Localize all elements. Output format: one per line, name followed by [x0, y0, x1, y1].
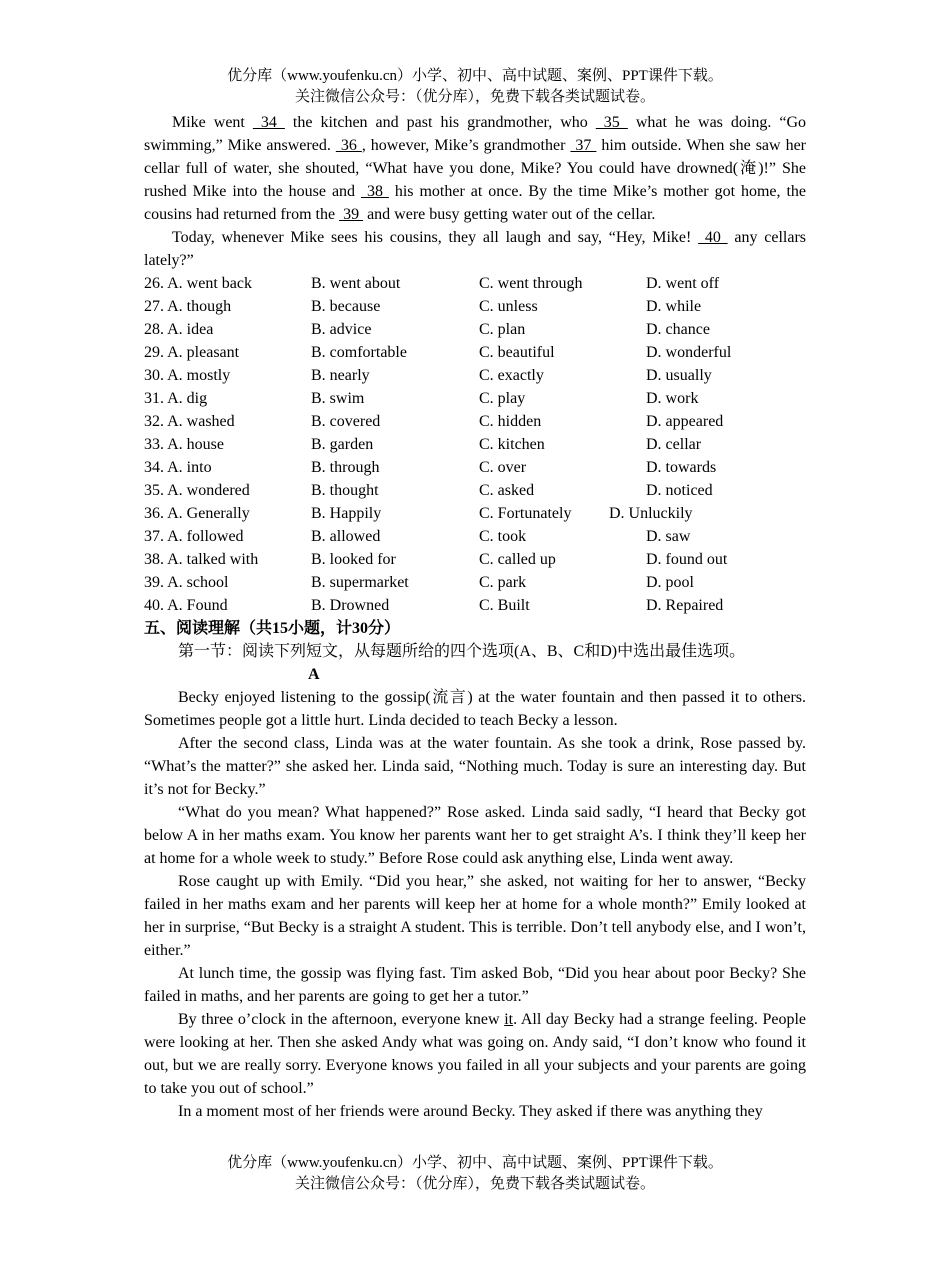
question-row — [144, 433, 806, 456]
option-b: B. through — [311, 459, 380, 476]
option-d: D. pool — [646, 574, 694, 591]
page-header — [0, 66, 950, 108]
option-a: 33. A. house — [144, 436, 224, 453]
passage-paragraph-1: Becky enjoyed listening to the gossip(流言) at the water fountain and then passed it to others. Sometimes people got a little hurt. Linda decided to teach Becky a lesson. — [144, 689, 806, 729]
option-a: 34. A. into — [144, 459, 212, 476]
question-row — [144, 594, 806, 617]
option-d: D. noticed — [646, 482, 713, 499]
underlined-word: it — [504, 1011, 514, 1028]
option-b: B. garden — [311, 436, 374, 453]
passage-text: . All day Becky had a strange feeling. People were looking at her. Then she asked Andy what was going on. Andy said, “I don’t know who found it out, but we are really sorry. Everyone knows you failed in all your subjects and your parents are going to take you out of school.” — [144, 1011, 806, 1097]
cloze-paragraph — [144, 111, 806, 226]
option-a: 35. A. wondered — [144, 482, 250, 499]
cloze-text: his mother at once. By the time Mike’s mother got home, the cousins had returned from the — [144, 183, 807, 223]
passage-paragraph-5: At lunch time, the gossip was flying fast. Tim asked Bob, “Did you hear about poor Becky? She failed in maths, and her parents are going to get her a tutor.” — [144, 965, 806, 1005]
option-b: B. Happily — [311, 505, 382, 522]
blank-39: 39 — [339, 206, 364, 223]
passage-paragraph-7: In a moment most of her friends were around Becky. They asked if there was anything they — [178, 1103, 763, 1120]
option-a: 27. A. though — [144, 298, 232, 315]
option-c: C. Built — [479, 597, 530, 614]
cloze-text: him outside. When she saw her cellar full of water, she shouted, “What have you done, Mike? You could have drowned(淹)!” She rushed Mike into the house and — [144, 137, 807, 200]
option-b: B. thought — [311, 482, 379, 499]
option-d: D. usually — [646, 367, 712, 384]
option-d: D. chance — [646, 321, 710, 338]
passage-paragraph-4: Rose caught up with Emily. “Did you hear,” she asked, not waiting for her to answer, “Becky failed in her maths exam and her parents will keep her at home for a whole month?” Emily looked at her in surprise, “But Becky is a straight A student. This is terrible. Don’t tell anybody else, and I won’t, either.” — [144, 873, 806, 959]
question-row — [144, 571, 806, 594]
option-c: C. over — [479, 459, 527, 476]
option-b: B. went about — [311, 275, 401, 292]
blank-35: 35 — [595, 114, 628, 131]
option-c: C. called up — [479, 551, 556, 568]
blank-40: 40 — [698, 229, 728, 246]
blank-37: 37 — [570, 137, 597, 154]
section-instruction: 第一节：阅读下列短文，从每题所给的四个选项(A、B、C和D)中选出最佳选项。 — [178, 643, 746, 660]
question-row — [144, 548, 806, 571]
option-a: 31. A. dig — [144, 390, 208, 407]
option-c: C. park — [479, 574, 527, 591]
option-c: C. unless — [479, 298, 538, 315]
option-a: 32. A. washed — [144, 413, 235, 430]
cloze-text: the kitchen and past his grandmother, who — [284, 114, 596, 131]
option-b: B. allowed — [311, 528, 381, 545]
question-row — [144, 525, 806, 548]
option-c: C. Fortunately — [479, 505, 572, 522]
header-line-1: 优分库（www.youfenku.cn）小学、初中、高中试题、案例、PPT课件下载。 — [227, 68, 723, 84]
option-d: D. wonderful — [646, 344, 732, 361]
option-a: 29. A. pleasant — [144, 344, 240, 361]
question-row — [144, 364, 806, 387]
option-b: B. supermarket — [311, 574, 409, 591]
cloze-text: , however, Mike’s grandmother — [361, 137, 571, 154]
passage-paragraph-2: After the second class, Linda was at the water fountain. As she took a drink, Rose passed by. “What’s the matter?” she asked her. Linda said, “Nothing much. Today is sure an interesting day. But it’s not for Becky.” — [144, 735, 806, 798]
passage-paragraph-6 — [144, 1008, 806, 1100]
option-d: D. while — [646, 298, 702, 315]
page-content — [144, 111, 806, 1123]
cloze-text: Mike went — [172, 114, 253, 131]
option-c: C. asked — [479, 482, 535, 499]
option-c: C. took — [479, 528, 527, 545]
option-a: 38. A. talked with — [144, 551, 259, 568]
section-title: 五、阅读理解（共15小题，计30分） — [144, 620, 401, 637]
passage-text: By three o’clock in the afternoon, everyone knew — [178, 1011, 505, 1028]
question-row — [144, 341, 806, 364]
option-a: 36. A. Generally — [144, 505, 250, 522]
option-b: B. because — [311, 298, 381, 315]
header-line-2: 关注微信公众号：（优分库），免费下载各类试题试卷。 — [294, 89, 655, 105]
option-b: B. looked for — [311, 551, 396, 568]
passage-label: A — [308, 666, 320, 683]
option-b: B. swim — [311, 390, 365, 407]
blank-38: 38 — [361, 183, 389, 200]
cloze-text: any cellars lately?” — [144, 229, 807, 269]
page-footer — [0, 1153, 950, 1195]
cloze-paragraph — [144, 226, 806, 272]
question-row — [144, 502, 806, 525]
option-d: D. cellar — [646, 436, 702, 453]
option-a: 39. A. school — [144, 574, 229, 591]
question-row — [144, 479, 806, 502]
cloze-text: and were busy getting water out of the cellar. — [363, 206, 656, 223]
option-a: 26. A. went back — [144, 275, 252, 292]
option-a: 37. A. followed — [144, 528, 244, 545]
option-d: D. went off — [646, 275, 720, 292]
option-a: 40. A. Found — [144, 597, 228, 614]
question-row — [144, 456, 806, 479]
option-b: B. covered — [311, 413, 381, 430]
question-row — [144, 318, 806, 341]
blank-34: 34 — [252, 114, 285, 131]
question-row — [144, 410, 806, 433]
option-b: B. advice — [311, 321, 372, 338]
option-b: B. comfortable — [311, 344, 407, 361]
option-c: C. went through — [479, 275, 583, 292]
option-c: C. exactly — [479, 367, 544, 384]
question-list — [144, 272, 806, 617]
option-d: D. found out — [646, 551, 728, 568]
option-d: D. saw — [646, 528, 691, 545]
option-d: D. appeared — [646, 413, 724, 430]
option-d: D. work — [646, 390, 699, 407]
option-d: D. towards — [646, 459, 717, 476]
question-row — [144, 272, 806, 295]
passage-paragraph-3: “What do you mean? What happened?” Rose asked. Linda said sadly, “I heard that Becky got below A in her maths exam. You know her parents want her to get straight A’s. I think they’ll keep her at home for a whole week to study.” Before Rose could ask anything else, Linda went away. — [144, 804, 806, 867]
blank-36: 36 — [335, 137, 362, 154]
question-row — [144, 387, 806, 410]
option-c: C. play — [479, 390, 526, 407]
option-c: C. plan — [479, 321, 526, 338]
option-d: D. Unluckily — [609, 505, 693, 522]
footer-line-1: 优分库（www.youfenku.cn）小学、初中、高中试题、案例、PPT课件下载。 — [227, 1155, 723, 1171]
option-c: C. beautiful — [479, 344, 555, 361]
option-a: 28. A. idea — [144, 321, 214, 338]
option-b: B. nearly — [311, 367, 370, 384]
question-row — [144, 295, 806, 318]
option-d: D. Repaired — [646, 597, 724, 614]
cloze-text: what he was doing. “Go swimming,” Mike answered. — [144, 114, 807, 154]
footer-line-2: 关注微信公众号：（优分库），免费下载各类试题试卷。 — [294, 1176, 655, 1192]
option-c: C. kitchen — [479, 436, 545, 453]
option-b: B. Drowned — [311, 597, 390, 614]
option-a: 30. A. mostly — [144, 367, 231, 384]
option-c: C. hidden — [479, 413, 542, 430]
cloze-text: Today, whenever Mike sees his cousins, they all laugh and say, “Hey, Mike! — [172, 229, 699, 246]
